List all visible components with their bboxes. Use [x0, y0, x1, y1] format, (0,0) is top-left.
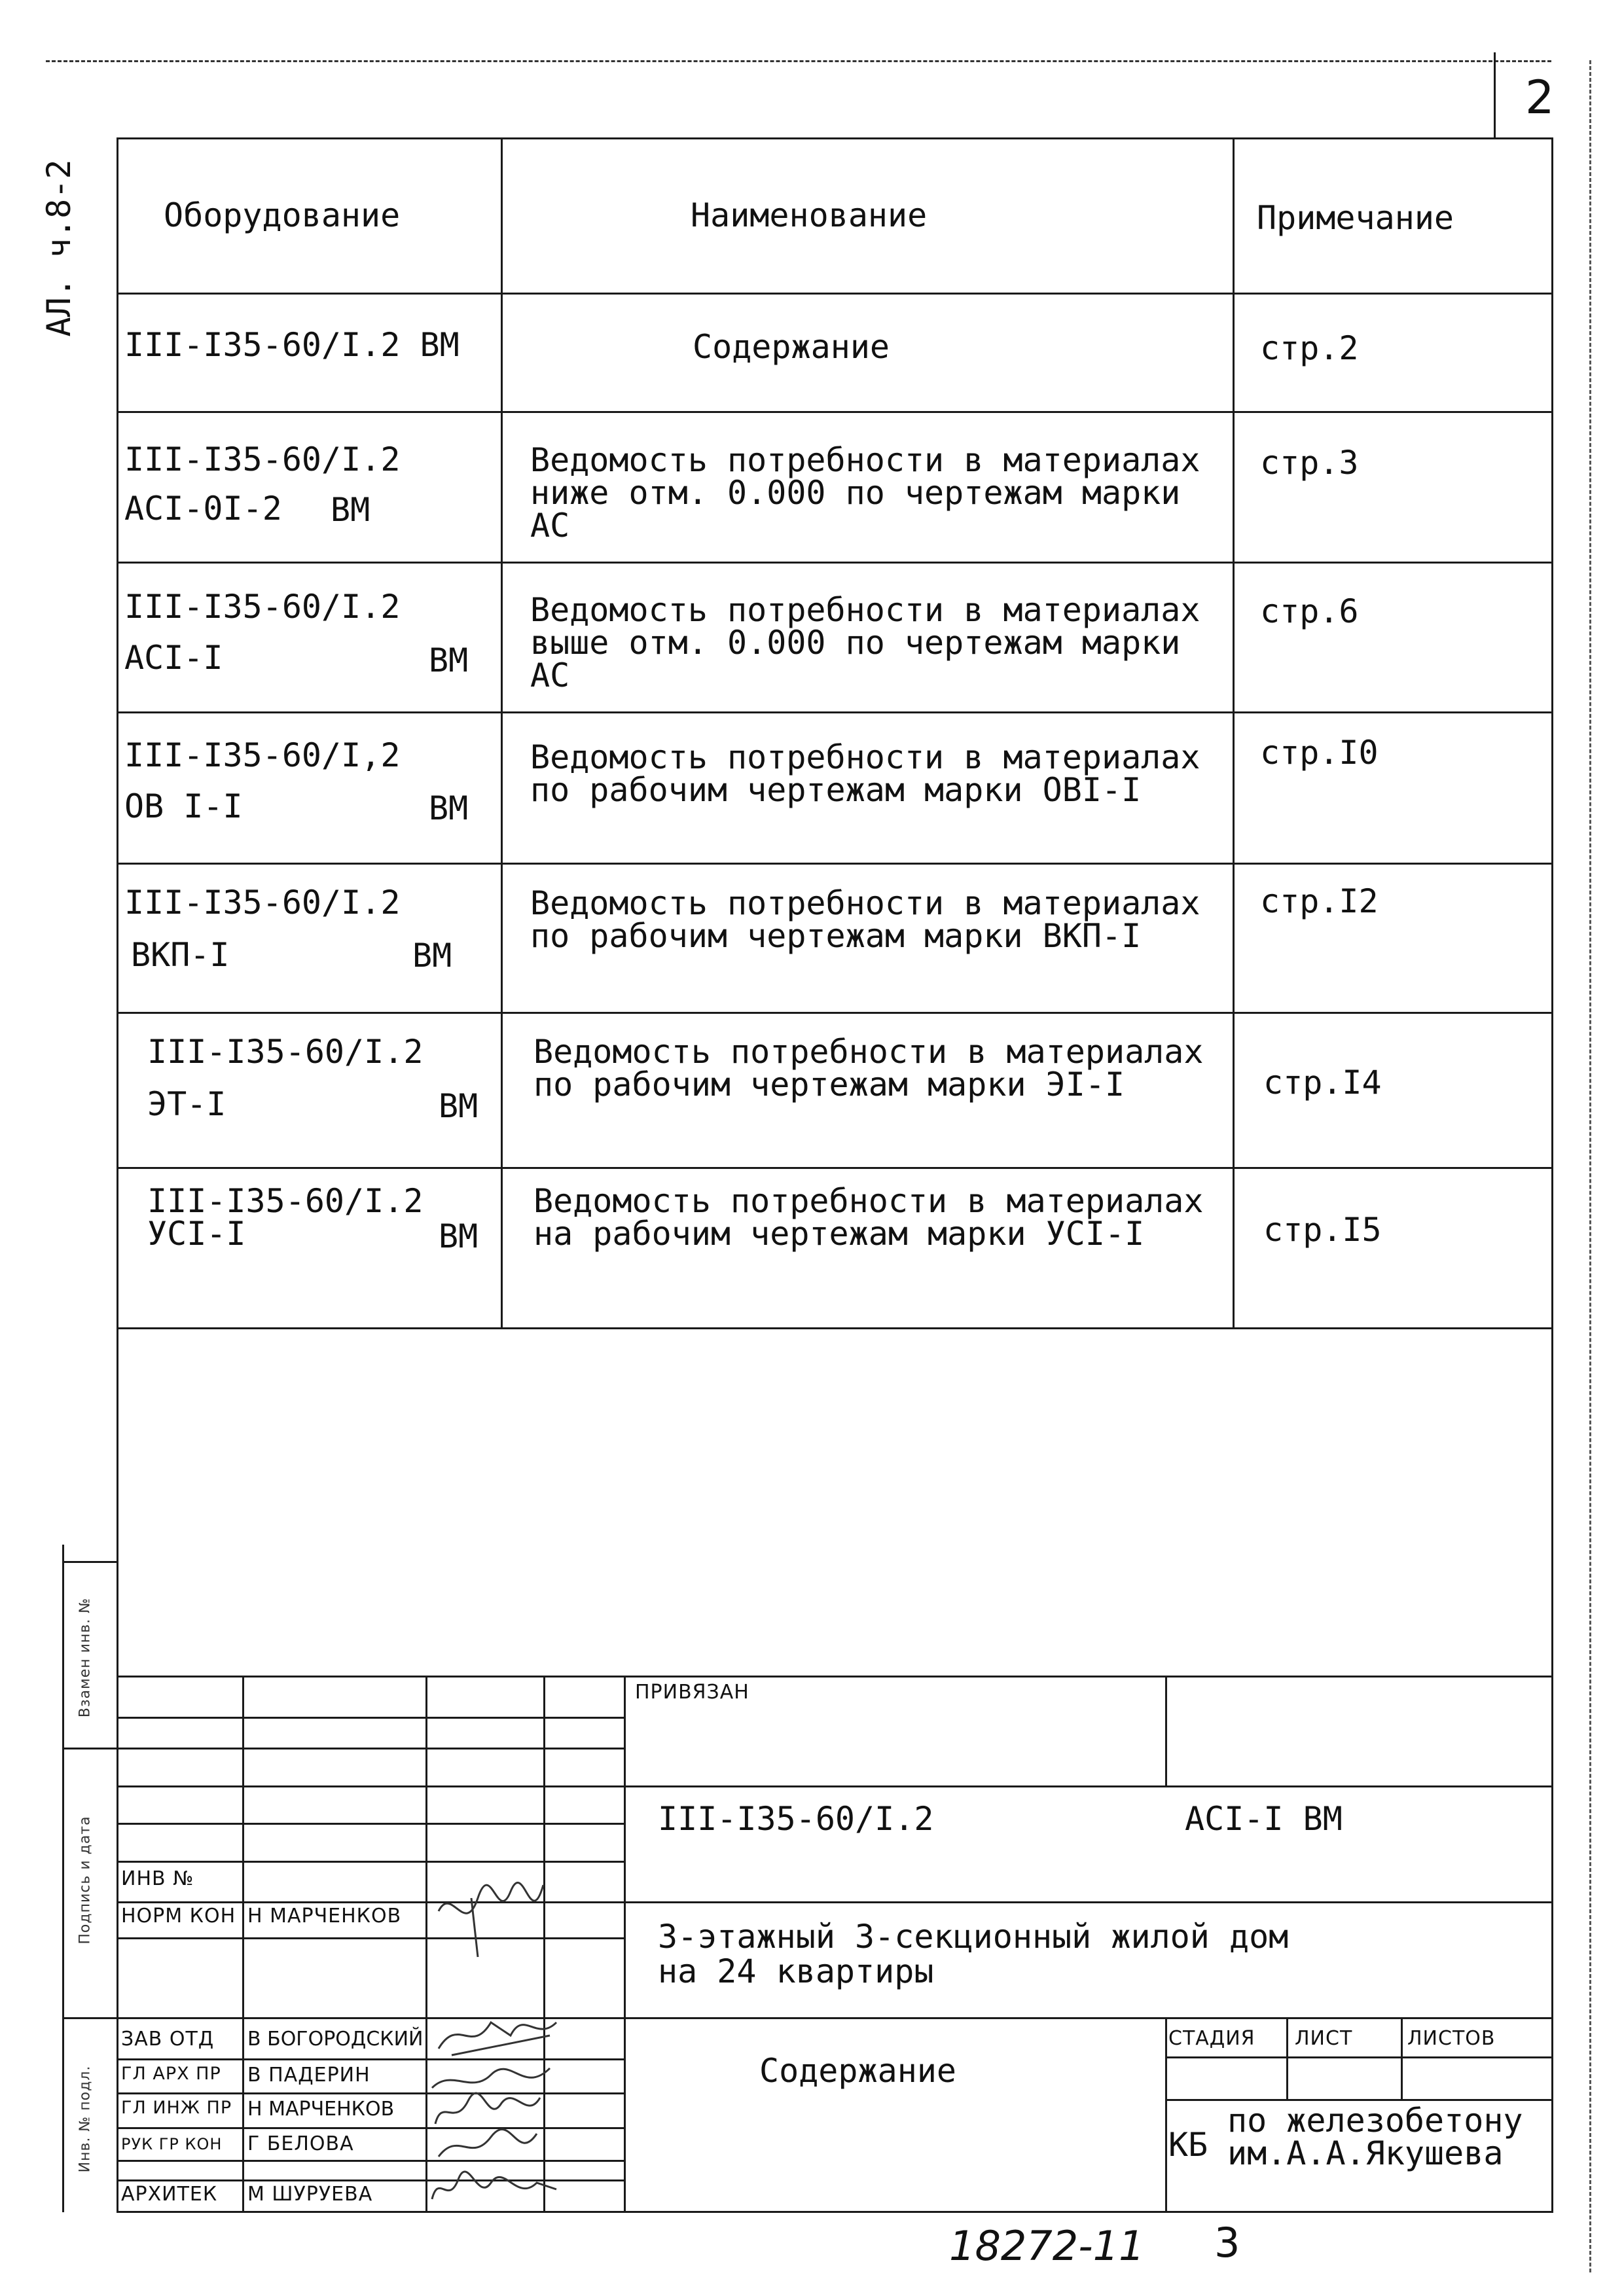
stage-label: СТАДИЯ	[1168, 2027, 1255, 2050]
row-4-note: стр.I2	[1260, 882, 1379, 920]
row-3-name-line1: Ведомость потребности в материалах	[530, 738, 1200, 776]
tb-line-2	[117, 1717, 624, 1719]
doc-mark: АСI-I ВМ	[1185, 1800, 1343, 1838]
margin-strip-left	[62, 1545, 64, 2212]
tb-line-7	[117, 1901, 1553, 1903]
row-sep-3	[117, 711, 1553, 713]
tb-line-6	[117, 1861, 624, 1863]
side-code: АЛ. ч.8-2	[40, 159, 78, 337]
row-4-equipment-line1: III-I35-60/I.2	[124, 884, 401, 922]
staff-role-0: НОРМ КОН	[121, 1905, 236, 1928]
row-5-name-line2: по рабочим чертежам марки ЭI-I	[533, 1066, 1125, 1103]
row-1-equipment-line1: III-I35-60/I.2	[124, 440, 401, 478]
row-1-equipment-mark: ВМ	[331, 491, 370, 529]
tb-v-role	[242, 1676, 244, 2212]
staff-role-3: ГЛ ИНЖ ПР	[121, 2098, 232, 2118]
row-1-name-line3: АС	[530, 507, 570, 545]
row-sep-4	[117, 863, 1553, 865]
tb-v-date	[624, 1676, 626, 2212]
staff-role-4: РУК ГР КОН	[121, 2135, 223, 2153]
project-title-line1: 3-этажный 3-секционный жилой дом	[658, 1918, 1289, 1956]
row-sep-1	[117, 411, 1553, 413]
tb-line-9	[62, 2017, 1553, 2019]
row-0-equipment: III-I35-60/I.2 ВМ	[124, 326, 460, 364]
row-6-name-line1: Ведомость потребности в материалах	[533, 1182, 1204, 1220]
tb-v-linked	[1165, 1676, 1167, 1785]
row-2-equipment-mark: ВМ	[429, 641, 469, 679]
row-4-equipment-line2: ВКП-I	[131, 936, 230, 974]
sheet-label: ЛИСТ	[1295, 2027, 1353, 2050]
row-0-name: Содержание	[693, 328, 890, 366]
row-2-name-line1: Ведомость потребности в материалах	[530, 591, 1200, 629]
page-number: 3	[1214, 2219, 1240, 2267]
row-5-name-line1: Ведомость потребности в материалах	[533, 1033, 1204, 1071]
tb-top	[117, 1676, 1553, 1677]
archive-number: 18272-11	[949, 2222, 1145, 2270]
inv-label: ИНВ №	[121, 1867, 194, 1890]
staff-name-3: Н МАРЧЕНКОВ	[247, 2098, 395, 2121]
tb-line-13	[117, 2160, 624, 2162]
row-6-name-line2: на рабочим чертежам марки УСI-I	[533, 1215, 1145, 1253]
col-sep-1	[501, 137, 503, 1329]
row-4-name-line1: Ведомость потребности в материалах	[530, 884, 1200, 922]
right-margin-border	[1589, 60, 1591, 2272]
row-1-name-line2: ниже отм. 0.000 по чертежам марки	[530, 474, 1181, 512]
frame-top	[117, 137, 1553, 139]
row-3-equipment-line2: ОВ I-I	[124, 787, 243, 825]
row-5-equipment-line2: ЭТ-I	[147, 1085, 226, 1123]
signature-4	[432, 2124, 543, 2170]
sheets-label: ЛИСТОВ	[1407, 2027, 1496, 2050]
staff-name-0: Н МАРЧЕНКОВ	[247, 1905, 402, 1928]
staff-role-5: АРХИТЕК	[121, 2183, 218, 2206]
tb-line-5	[117, 1823, 624, 1825]
row-5-equipment-line1: III-I35-60/I.2	[147, 1033, 424, 1071]
row-sep-6	[117, 1167, 1553, 1169]
row-6-equipment-line2: УСI-I	[147, 1215, 246, 1253]
row-6-note: стр.I5	[1263, 1211, 1382, 1249]
org-line2: им.А.А.Якушева	[1227, 2134, 1504, 2172]
row-1-equipment-line2: АСI-0I-2	[124, 490, 282, 528]
sheet-number-box-left	[1494, 52, 1496, 137]
row-sep-2	[117, 562, 1553, 564]
tb-line-12	[117, 2127, 624, 2129]
row-4-equipment-mark: ВМ	[412, 937, 452, 975]
row-6-equipment-mark: ВМ	[439, 1217, 478, 1255]
staff-role-2: ГЛ АРХ ПР	[121, 2064, 221, 2084]
tb-stage-bottom	[1165, 2099, 1553, 2101]
staff-name-4: Г БЕЛОВА	[247, 2132, 354, 2155]
row-sep-5	[117, 1012, 1553, 1014]
row-1-note: стр.3	[1260, 444, 1359, 482]
row-5-equipment-mark: ВМ	[439, 1087, 478, 1125]
tb-v-name	[425, 1676, 427, 2212]
header-name: Наименование	[691, 196, 928, 234]
row-4-name-line2: по рабочим чертежам марки ВКП-I	[530, 917, 1142, 955]
row-2-equipment-line1: III-I35-60/I.2	[124, 588, 401, 626]
row-3-equipment-line1: III-I35-60/I,2	[124, 736, 401, 774]
frame-bottom	[117, 2211, 1553, 2213]
project-title-line2: на 24 квартиры	[658, 1952, 934, 1990]
tb-stage-sep	[1165, 2056, 1553, 2058]
row-3-note: стр.I0	[1260, 734, 1379, 772]
staff-name-1: В БОГОРОДСКИЙ	[247, 2028, 424, 2051]
row-2-equipment-line2: АСI-I	[124, 639, 223, 677]
row-sep-7	[117, 1327, 1553, 1329]
staff-name-2: В ПАДЕРИН	[247, 2064, 370, 2087]
margin-label-1: Взамен инв. №	[77, 1597, 94, 1718]
signature-1	[432, 1996, 563, 2062]
doc-code: III-I35-60/I.2	[658, 1800, 934, 1838]
org-code: КБ	[1168, 2126, 1208, 2164]
header-equipment: Оборудование	[164, 196, 401, 234]
margin-label-3: Инв. № подл.	[77, 2065, 94, 2173]
row-2-name-line2: выше отм. 0.000 по чертежам марки	[530, 624, 1181, 662]
org-line1: по железобетону	[1227, 2102, 1523, 2140]
tb-line-4	[117, 1785, 1553, 1787]
row-0-note: стр.2	[1260, 329, 1359, 367]
staff-role-1: ЗАВ ОТД	[121, 2028, 215, 2051]
row-1-name-line1: Ведомость потребности в материалах	[530, 441, 1200, 479]
row-6-equipment-line1: III-I35-60/I.2	[147, 1182, 424, 1220]
linked-label: ПРИВЯЗАН	[635, 1681, 749, 1704]
signature-5	[425, 2170, 563, 2209]
header-note: Примечание	[1257, 199, 1454, 237]
tb-line-3	[62, 1748, 624, 1749]
row-2-note: стр.6	[1260, 592, 1359, 630]
sheet-number: 2	[1525, 71, 1555, 124]
row-3-equipment-mark: ВМ	[429, 789, 469, 827]
row-3-name-line2: по рабочим чертежам марки ОВI-I	[530, 771, 1142, 809]
sheet-title: Содержание	[759, 2052, 957, 2090]
row-2-name-line3: АС	[530, 656, 570, 694]
staff-name-5: М ШУРУЕВА	[247, 2183, 373, 2206]
col-sep-2	[1233, 137, 1235, 1329]
row-sep-header	[117, 293, 1553, 295]
signature-0	[432, 1872, 550, 1964]
top-border	[46, 60, 1551, 62]
tb-v-stage	[1165, 2017, 1167, 2212]
row-5-note: стр.I4	[1263, 1064, 1382, 1102]
margin-label-2: Подпись и дата	[77, 1816, 94, 1945]
